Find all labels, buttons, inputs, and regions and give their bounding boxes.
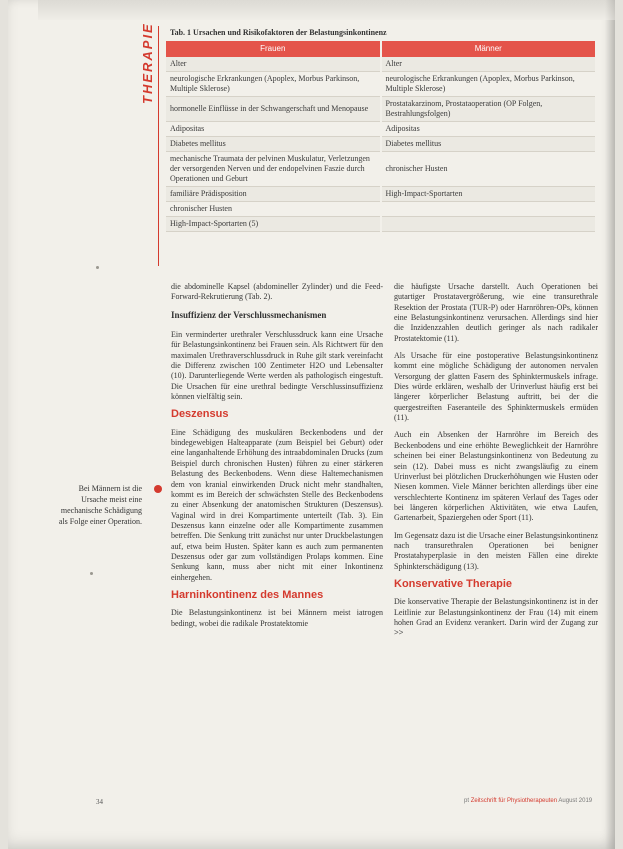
paragraph-text: Die konservative Therapie der Belastungsinkontinenz ist in der Leitlinie zur Belastungsinkontinenz der Frau (14) mit einem hohen Grad an Evidenz verankert. Darin wird der Zugang zur: [394, 597, 598, 627]
cell-women: High-Impact-Sportarten (5): [166, 217, 381, 232]
cell-women: Diabetes mellitus: [166, 137, 381, 152]
paragraph: Als Ursache für eine postoperative Belastungsinkontinenz kommt eine mögliche Schädigung der autonomen nervalen Versorgung der glatten Fasern des Sphinktermuskels infrage. Dies würde erklären, weshalb der Urinverlust häufig erst bei längerer körperlicher Belastung auftritt, bei der die quergestreiften Faseranteile des Sphinktermuskels ermüden (11).: [394, 351, 598, 423]
heading-harninkontinenz-mann: Harninkontinenz des Mannes: [171, 588, 324, 601]
table-row: [166, 217, 595, 232]
paragraph: Eine Schädigung des muskulären Beckenbodens und der bindegewebigen Halteapparate (zum Beispiel bei Geburt) oder eine langanhaltende Erhöhung des intraabdominalen Drucks (zum Beispiel durch chronischen Husten) führen zu einer stärkeren Belastung des Beckenbodens. Wenn diese Haltemechanismen dem von kranial einwirkenden Druck nicht mehr standhalten, kommt es im Bereich der schwächsten Stelle des Beckenbodens zu einer Absenkung der anatomischen Strukturen (Deszensus). Vaginal wird in drei Kompartimente unterteilt (Tab. 3). Ein Deszensus kann einzelne oder alle Kompartimente zusammen betreffen. Die Senkung tritt zunächst nur unter Druckbelastungen auf, etwa beim Husten. Später kann es auch zum permanenten Deszensus oder gar zum vollständigen Prolaps kommen. Eine Senkung kann, muss aber nicht mit einer Inkontinenz einhergehen.: [171, 427, 383, 582]
cell-men: Adipositas: [381, 122, 596, 137]
magazine-page: [8, 0, 615, 849]
cell-women: neurologische Erkrankungen (Apoplex, Morbus Parkinson, Multiple Sklerose): [166, 72, 381, 97]
cell-women: Alter: [166, 57, 381, 72]
table-row: [166, 137, 595, 152]
page-number: 34: [96, 798, 103, 806]
paragraph: die häufigste Ursache darstellt. Auch Operationen bei gutartiger Prostatavergrößerung, wie eine transurethrale Resektion der Prostata (TUR-P) oder Harnröhren-OPs, können eine Belastungsinkontinenz verursachen. Allerdings sind hier die Inzidenzzahlen deutlich geringer als nach radikaler Prostatektomie (11).: [394, 282, 598, 343]
footer-prefix: pt: [464, 798, 470, 804]
text-column-left: [171, 282, 383, 636]
subheading-verschluss: Insuffizienz der Verschlussmechanismen: [171, 309, 327, 320]
table-row: [166, 97, 595, 122]
table-row: [166, 202, 595, 217]
section-label: THERAPIE: [140, 22, 155, 104]
cell-men: [381, 217, 596, 232]
margin-note: Bei Männern ist die Ursache meist eine mechanische Schädigung als Folge einer Operation.: [58, 484, 142, 526]
heading-konservative-therapie: Konservative Therapie: [394, 577, 512, 590]
paragraph: [394, 597, 598, 638]
heading-deszensus: Deszensus: [171, 408, 229, 421]
table-row: [166, 72, 595, 97]
paragraph: Ein verminderter urethraler Verschlussdruck kann eine Ursache für Belastungsinkontinenz bei Frauen sein. Als Richtwert für den maximalen Urethraverschlussdruck in Ruhe gilt stark vereinfacht die Differenz zwischen 100 Zentimeter H2O und Lebensalter (10). Darunterliegende Werte werden als pathologisch eingestuft. Die Ursachen für eine urethral bedingte Verschlussinsuffizienz können vielfältig sein.: [171, 330, 383, 402]
table-row: [166, 152, 595, 187]
cell-women: hormonelle Einflüsse in der Schwangerschaft und Menopause: [166, 97, 381, 122]
footer: [464, 798, 592, 804]
footer-issue: August 2019: [558, 798, 593, 804]
cell-men: neurologische Erkrankungen (Apoplex, Morbus Parkinson, Multiple Sklerose): [381, 72, 596, 97]
cell-women: familiäre Prädisposition: [166, 187, 381, 202]
page-top-edge: [38, 0, 615, 20]
cell-men: High-Impact-Sportarten: [381, 187, 596, 202]
text-column-right: [394, 282, 598, 646]
cell-men: chronischer Husten: [381, 152, 596, 187]
paragraph: Auch ein Absenken der Harnröhre im Bereich des Beckenbodens und eine erhöhte Beweglichkeit der Harnröhre scheinen bei einer Belastungsinkontinenz von Bedeutung zu sein (12). Dabei muss es nicht zwangsläufig zu einem Urinverlust bei plötzlichen Druckerhöhungen wie Husten oder Niesen kommen. Viele Männer berichten allerdings über eine verschlechterte Kontinenz im späteren Verlauf des Tages oder bei längeren körperlichen Aktivitäten, wie etwa Laufen, Gartenarbeit, Spaziergehen oder Sport (11).: [394, 430, 598, 523]
header-men: Männer: [381, 41, 596, 57]
table-row: [166, 57, 595, 72]
table-row: [166, 187, 595, 202]
cell-men: [381, 202, 596, 217]
cell-women: Adipositas: [166, 122, 381, 137]
margin-note-marker: [154, 485, 162, 493]
cell-women: chronischer Husten: [166, 202, 381, 217]
paragraph: die abdominelle Kapsel (abdomineller Zylinder) und die Feed-Forward-Rekrutierung (Tab. 2).: [171, 282, 383, 302]
footer-journal: Zeitschrift für Physiotherapeuten: [470, 798, 558, 804]
continue-arrow-icon: >>: [394, 628, 404, 638]
table-header-row: [166, 41, 595, 57]
paragraph: Im Gegensatz dazu ist die Ursache einer Belastungsinkontinenz nach transurethralen Operationen bei benigner Prostatahyperplasie in den meisten Fällen eine direkte Sphinkterschädigung (13).: [394, 530, 598, 571]
page-shadow: [605, 0, 615, 849]
cell-men: Prostatakarzinom, Prostataoperation (OP Folgen, Bestrahlungsfolgen): [381, 97, 596, 122]
paragraph: Die Belastungsinkontinenz ist bei Männern meist iatrogen bedingt, wobei die radikale Prostatektomie: [171, 608, 383, 628]
cell-women: mechanische Traumata der pelvinen Muskulatur, Verletzungen der versorgenden Nerven und der endopelvinen Faszie durch Operationen und Geburt: [166, 152, 381, 187]
table-title: Tab. 1 Ursachen und Risikofaktoren der Belastungsinkontinenz: [170, 28, 387, 37]
section-divider: [158, 26, 159, 266]
table-row: [166, 122, 595, 137]
cell-men: Alter: [381, 57, 596, 72]
paper-speck: [96, 266, 99, 269]
cell-men: Diabetes mellitus: [381, 137, 596, 152]
paper-speck: [90, 572, 93, 575]
header-women: Frauen: [166, 41, 381, 57]
risk-factors-table: [166, 41, 595, 232]
